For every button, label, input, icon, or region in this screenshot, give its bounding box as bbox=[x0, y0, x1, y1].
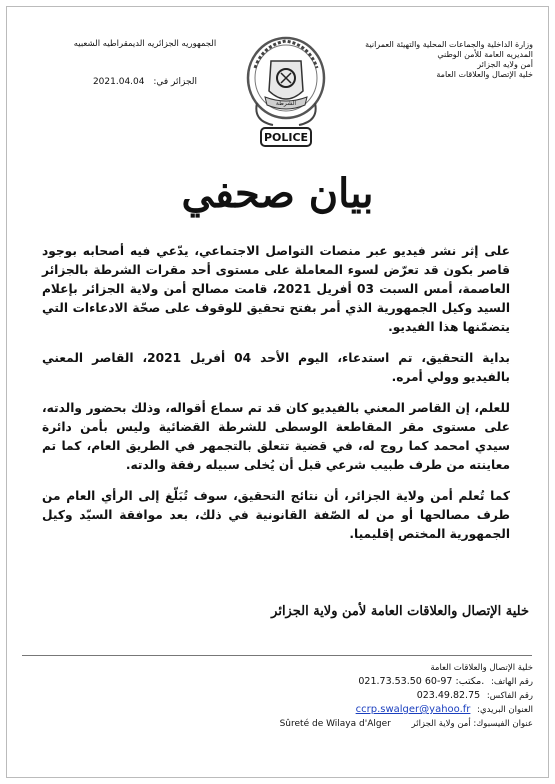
footer-contact bbox=[133, 661, 533, 731]
directorate-name: المديريه العامة للأمن الوطني bbox=[437, 50, 533, 59]
paragraph-2: بداية التحقيق، تم استدعاء، اليوم الأحد 04 أفريل 2021، القاصر المعني بالفيديو وولي أمره. bbox=[42, 351, 510, 384]
signature-line: خلية الإتصال والعلاقات العامة لأمن ولاية الجزائر bbox=[271, 604, 529, 619]
page-title: بيان صحفي bbox=[181, 170, 374, 217]
footer-facebook bbox=[133, 717, 533, 731]
communication-cell-name: خلية الإتصال والعلاقات العامة bbox=[436, 70, 533, 79]
police-emblem-logo bbox=[243, 33, 329, 163]
header-right bbox=[323, 40, 533, 80]
phone-value: 021.73.53.50 مكتب: 97-60. bbox=[358, 676, 485, 687]
footer-fax bbox=[133, 689, 533, 703]
footer-email bbox=[133, 703, 533, 717]
email-link[interactable]: ccrp.swalger@yahoo.fr bbox=[355, 704, 471, 715]
date-line bbox=[60, 76, 230, 88]
press-release-body bbox=[42, 242, 510, 556]
facebook-label: عنوان الفيسبوك: أمن ولاية الجزائر bbox=[411, 719, 533, 729]
header-left bbox=[60, 38, 230, 88]
paragraph-1: على إثر نشر فيديو عبر منصات التواصل الاجتماعي، يدّعي فيه أصحابه بوجود قاصر بكون قد تعرّض لسوء المعاملة على مستوى أحد مقرات الشرطة بالجزائر العاصمة، أمس السبت 03 أفريل 2021، قامت مصالح أمن ولاية الجزائر بإعلام السيد وكيل الجمهورية الذي أمر بفتح تحقيق للوقوف على صحّة الادعاءات التي يتضمّنها هذا الفيديو. bbox=[42, 244, 510, 334]
republic-name: الجمهوريه الجزائريه الديمقراطيه الشعبيه bbox=[73, 39, 217, 49]
footer-divider bbox=[22, 655, 532, 656]
fax-label: رقم الفاكس: bbox=[486, 691, 533, 701]
email-label: العنوان البريدي: bbox=[477, 705, 533, 715]
footer-cell-name: خلية الإتصال والعلاقات العامة bbox=[430, 663, 533, 673]
date-value: 2021.04.04 bbox=[92, 77, 145, 87]
phone-label: رقم الهاتف: bbox=[490, 677, 533, 687]
ministry-name: وزارة الداخلية والجماعات المحلية والتهيئة العمرانية bbox=[365, 40, 533, 49]
emblem-police-text: POLICE bbox=[263, 131, 309, 144]
footer-phone bbox=[133, 675, 533, 689]
emblem-arabic-text: الشرطة bbox=[275, 100, 297, 107]
facebook-name-french: Sûreté de Wilaya d'Alger bbox=[279, 719, 391, 729]
paragraph-3: للعلم، إن القاصر المعني بالفيديو كان قد تم سماع أقواله، وذلك بحضور والدته، على مستوى مقر المقاطعة الوسطى للشرطة القضائية وليس بأمن دائرة سيدي امحمد كما روج له، في قضية تتعلق بالتجمهر في الطريق العام، كما تم معاينته من طرف طبيب شرعي قبل أن يُخلى سبيله رفقة والدته. bbox=[42, 401, 510, 472]
date-label: الجزائر في: bbox=[153, 77, 198, 87]
paragraph-4: كما تُعلم أمن ولاية الجزائر، أن نتائج التحقيق، سوف تُبَلّغ إلى الرأي العام من طرف مصالحها أو من له الصّفة القانونية في ذلك، بعد موافقة السيّد وكيل الجمهورية المختص إقليميا. bbox=[42, 489, 510, 541]
wilaya-security-name: أمن ولايه الجزائر bbox=[477, 60, 533, 69]
fax-value: 023.49.82.75 bbox=[416, 690, 481, 701]
